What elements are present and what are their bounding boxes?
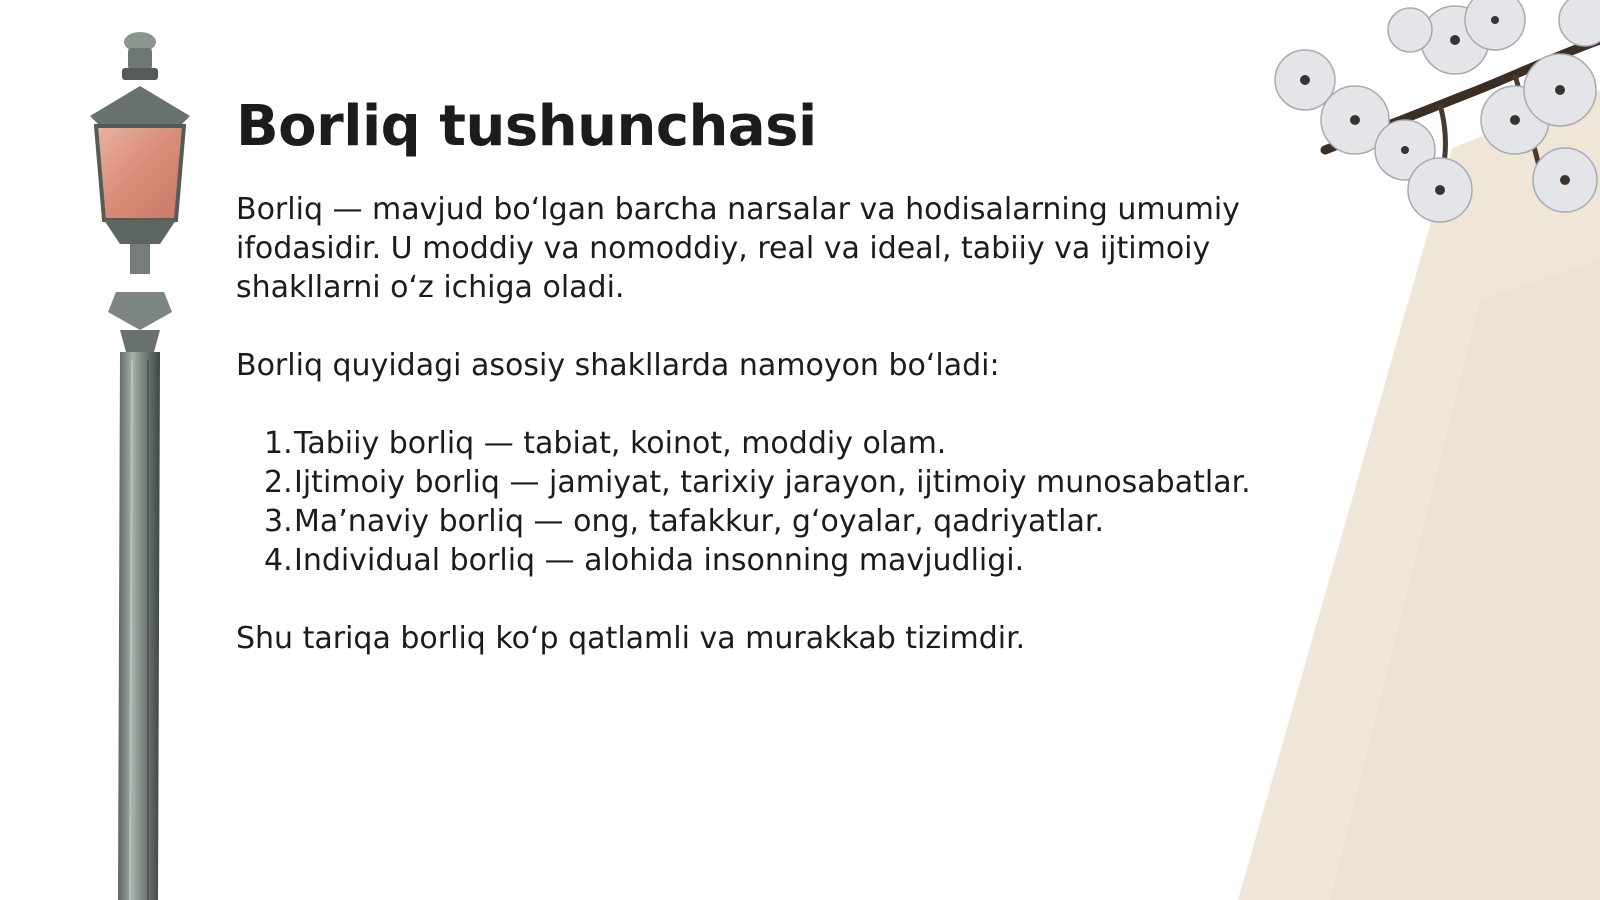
slide-title: Borliq tushunchasi (236, 94, 817, 159)
list-item (236, 502, 1276, 541)
list-item-text: Ma’naviy borliq — ong, tafakkur, g‘oyalar, qadriyatlar. (294, 504, 1104, 539)
forms-list (236, 424, 1276, 580)
closing-paragraph: Shu tariqa borliq ko‘p qatlamli va murakkab tizimdir. (236, 621, 1026, 656)
cherry-blossom-branch (1265, 0, 1600, 245)
list-item-text: Individual borliq — alohida insonning mavjudligi. (294, 543, 1025, 578)
list-item-text: Ijtimoiy borliq — jamiyat, tarixiy jarayon, ijtimoiy munosabatlar. (294, 465, 1251, 500)
street-lamp-illustration (80, 30, 200, 900)
slide-content (236, 92, 1276, 658)
list-item (236, 463, 1276, 502)
list-item-number: 2. (264, 465, 293, 500)
list-item-number: 3. (264, 504, 293, 539)
list-item (236, 541, 1276, 580)
list-item-text: Tabiiy borliq — tabiat, koinot, moddiy olam. (294, 426, 947, 461)
list-item-number: 1. (264, 426, 293, 461)
subheading-paragraph: Borliq quyidagi asosiy shakllarda namoyon bo‘ladi: (236, 348, 1000, 383)
list-item-number: 4. (264, 543, 293, 578)
intro-paragraph: Borliq — mavjud bo‘lgan barcha narsalar va hodisalarning umumiy ifodasidir. U moddiy va nomoddiy, real va ideal, tabiiy va ijtimoiy shakllarni o‘z ichiga oladi. (236, 192, 1240, 305)
list-item (236, 424, 1276, 463)
